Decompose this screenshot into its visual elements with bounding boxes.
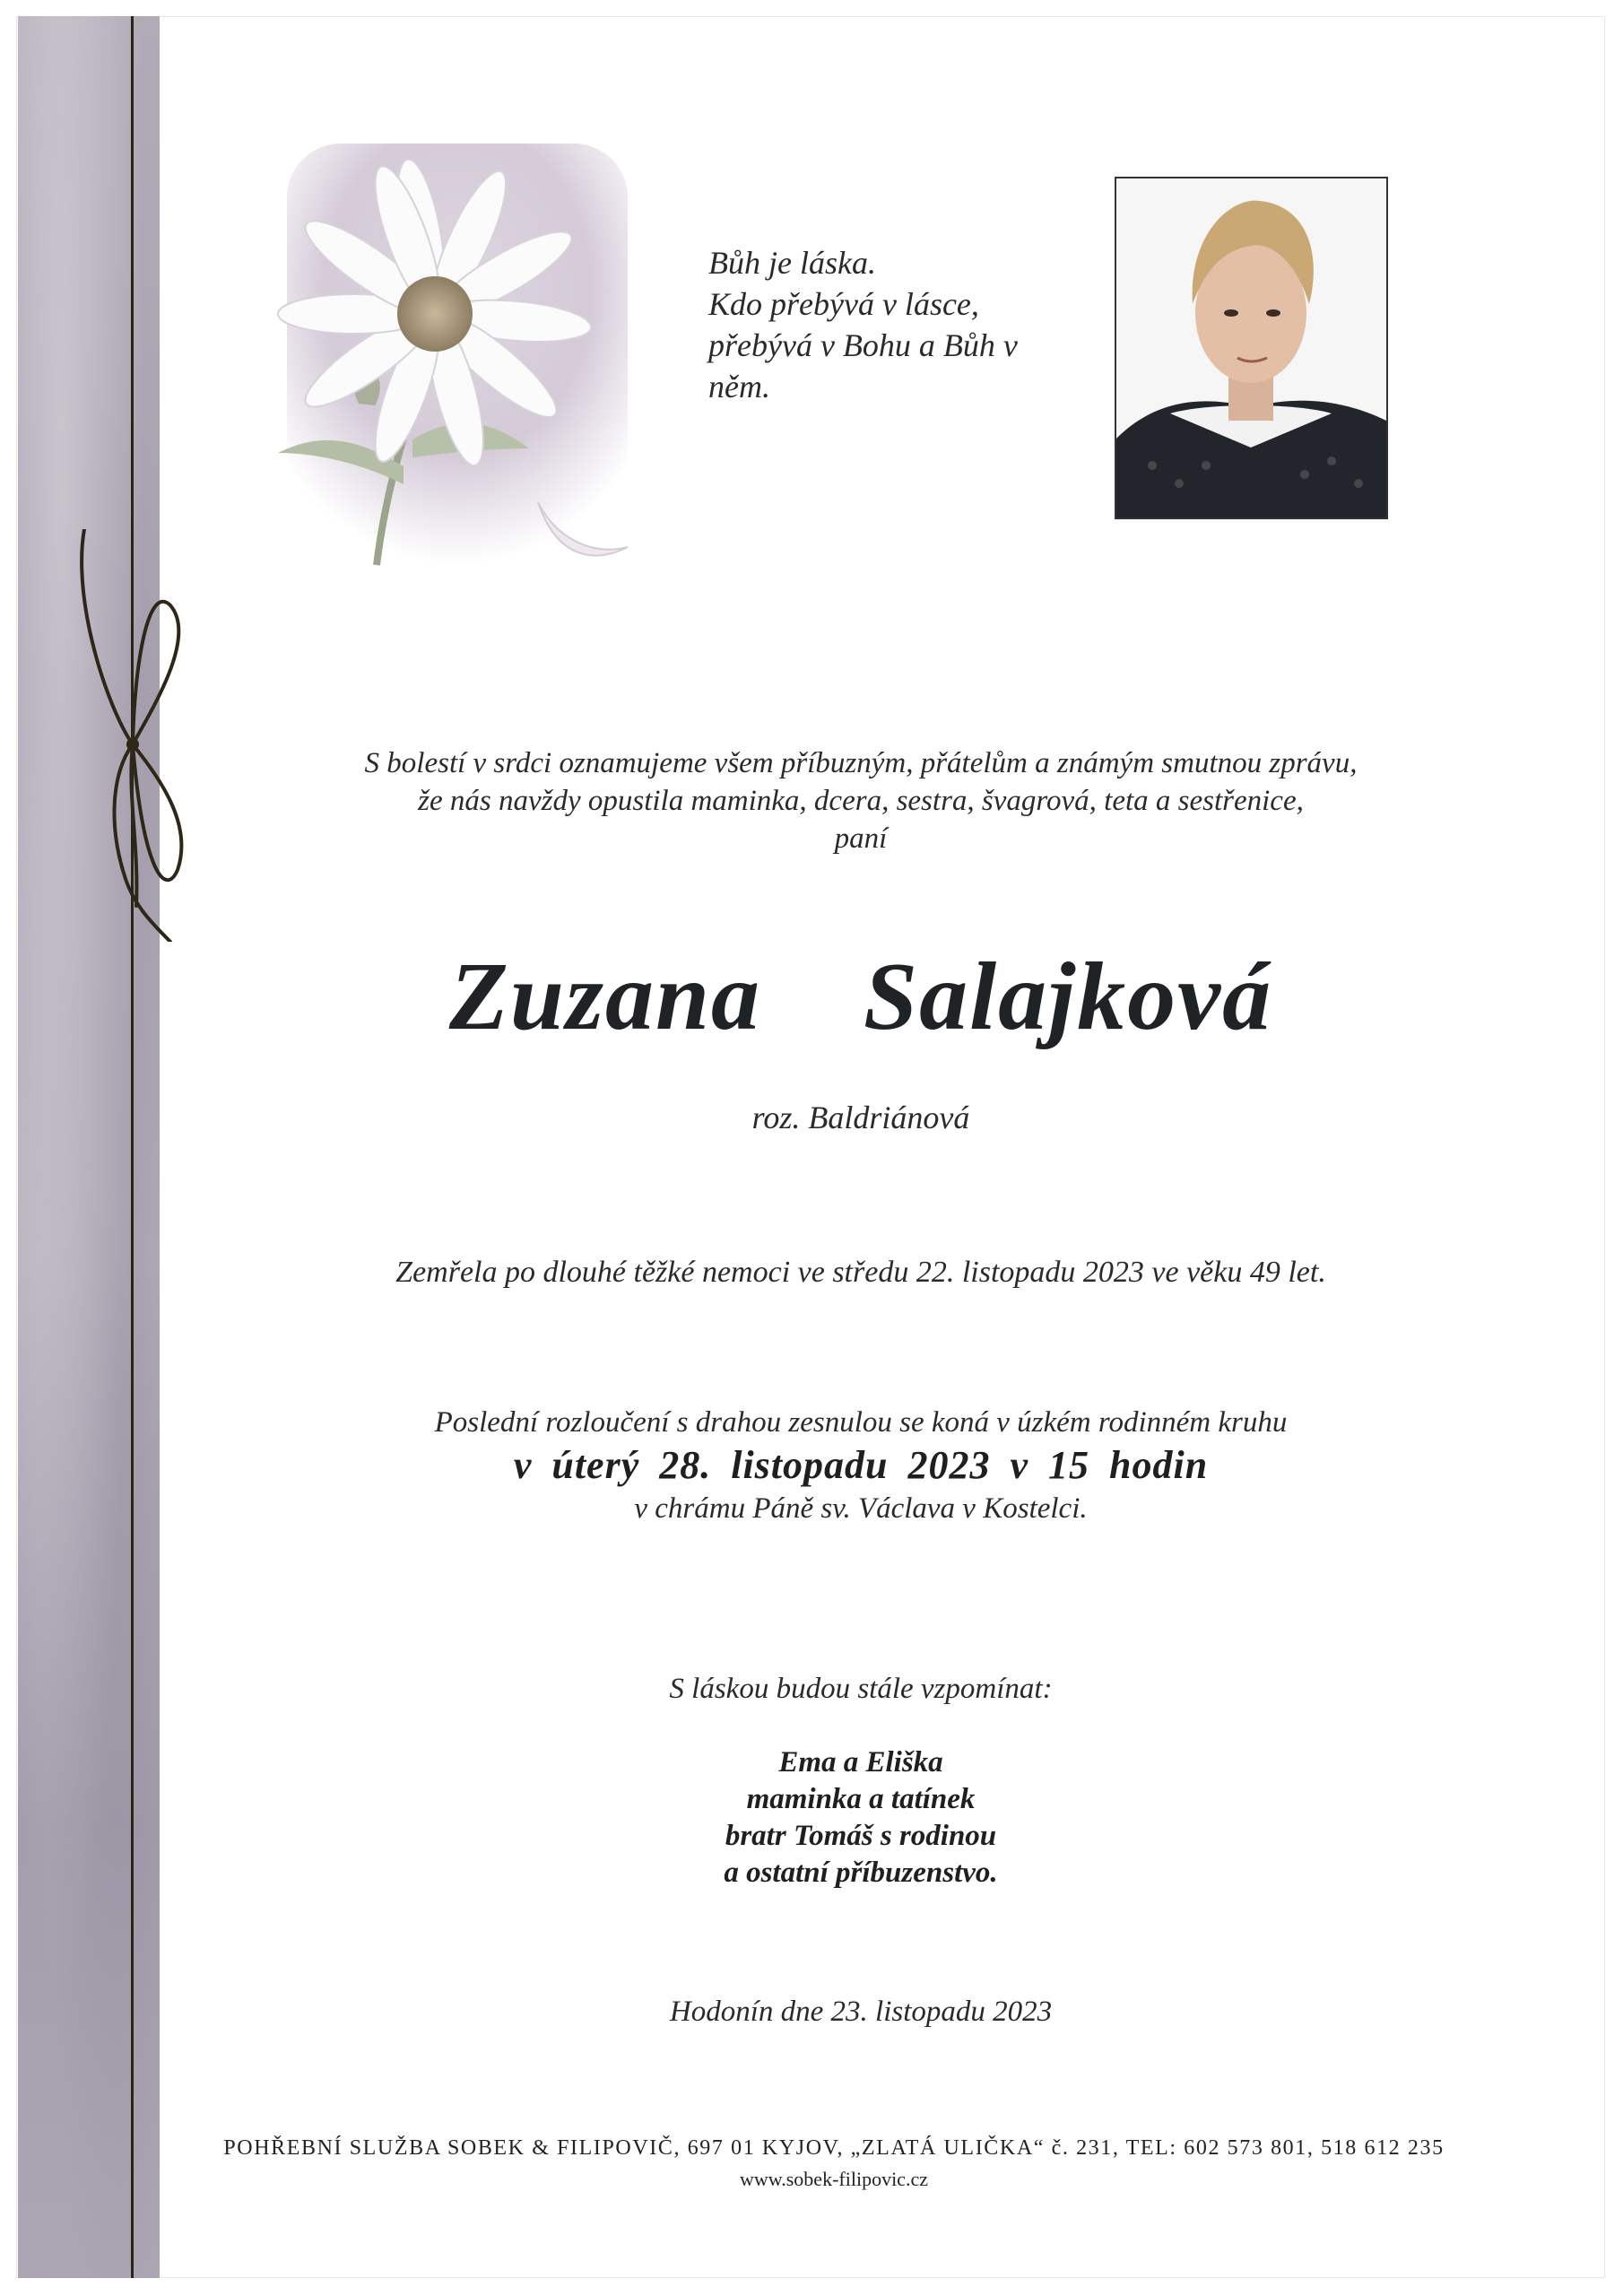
announcement-line-1: S bolestí v srdci oznamujeme všem příbuzným, přátelům a známým smutnou zprávu, xyxy=(364,747,1358,779)
mourner-line: a ostatní příbuzenstvo. xyxy=(724,1857,998,1889)
funeral-service-website: www.sobek-filipovic.cz xyxy=(740,2168,928,2190)
portrait-image xyxy=(1116,178,1386,517)
ribbon-bow-icon xyxy=(72,529,197,942)
announcement-text xyxy=(233,744,1488,857)
farewell-datetime: v úterý 28. listopadu 2023 v 15 hodin xyxy=(513,1443,1209,1487)
place-date: Hodonín dne 23. listopadu 2023 xyxy=(669,1996,1053,2028)
farewell-intro: Poslední rozloučení s drahou zesnulou se koná v úzkém rodinném kruhu xyxy=(434,1406,1288,1439)
remembrance-intro: S láskou budou stále vzpomínat: xyxy=(669,1673,1053,1705)
funeral-service-info: POHŘEBNÍ SLUŽBA SOBEK & FILIPOVIČ, 697 01 KYJOV, „ZLATÁ ULIČKA“ č. 231, TEL: 602 573 801, 518 612 235 xyxy=(223,2136,1445,2160)
quote-line-3: přebývá v Bohu a Bůh v něm. xyxy=(708,327,1018,404)
portrait-photo xyxy=(1115,177,1388,519)
band-gold-line xyxy=(131,16,134,2278)
farewell-info xyxy=(233,1404,1488,1527)
maiden-name: roz. Baldriánová xyxy=(751,1100,970,1135)
farewell-location: v chrámu Páně sv. Václava v Kostelci. xyxy=(634,1492,1088,1525)
mourner-line: bratr Tomáš s rodinou xyxy=(725,1820,997,1852)
mourner-line: Ema a Eliška xyxy=(778,1746,943,1779)
announcement-line-3: paní xyxy=(834,822,888,855)
deceased-name: Zuzana Salajková xyxy=(448,944,1273,1050)
daisy-flower-illustration xyxy=(269,144,646,601)
bible-quote xyxy=(708,242,1067,407)
quote-line-2: Kdo přebývá v lásce, xyxy=(708,286,979,322)
death-info: Zemřela po dlouhé těžké nemoci ve středu 22. listopadu 2023 ve věku 49 let. xyxy=(395,1256,1326,1289)
mourner-line: maminka a tatínek xyxy=(746,1783,976,1815)
decorative-side-band xyxy=(18,16,160,2278)
announcement-line-2: že nás navždy opustila maminka, dcera, sestra, švagrová, teta a sestřenice, xyxy=(418,785,1304,817)
quote-line-1: Bůh je láska. xyxy=(708,245,876,281)
mourners-list xyxy=(233,1744,1488,1892)
